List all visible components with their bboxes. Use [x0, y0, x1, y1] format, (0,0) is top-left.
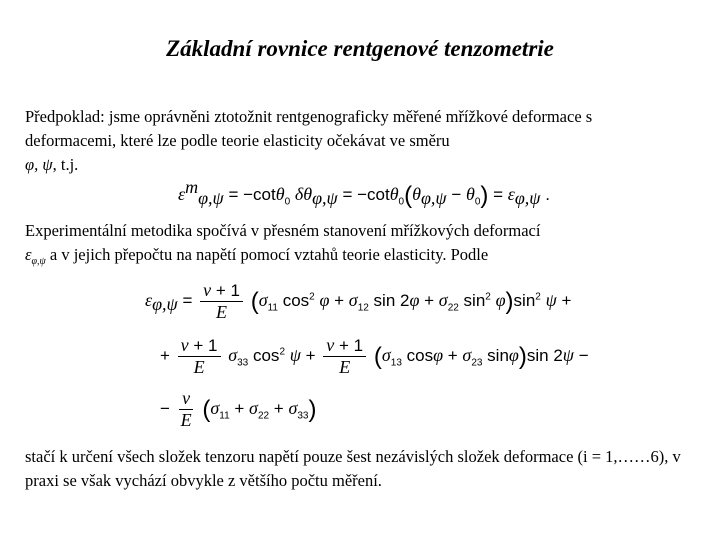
assumption-tail: , t.j. — [52, 155, 79, 174]
method-tail: a v jejich přepočtu na napětí pomocí vztahů teorie elasticity. Podle — [45, 245, 489, 264]
page-title: Základní rovnice rentgenové tenzometrie — [166, 36, 554, 61]
method-symbol: ε — [25, 245, 32, 264]
paragraph-method — [25, 219, 685, 274]
equation-1-text: $\varepsilon^m_{\varphi,\psi} = -\cot\theta_0$ $\delta\theta_{\varphi,\psi} = -\cot\theta_0(\theta_{\varphi,\psi} - \theta_0) = \varepsilon_{\varphi,\psi}$ . — [178, 177, 550, 209]
method-text: Experimentální metodika spočívá v přesném stanovení mřížkových deformací — [25, 221, 541, 240]
fraction-nu-plus-1-over-e: $\frac{\nu + 1}{E}$ — [200, 280, 243, 323]
paragraph-conclusion: stačí k určení všech složek tenzoru napětí pouze šest nezávislých složek deformace (i = 1,……6), v praxi se však vychází obvykle z většího počtu měření. — [25, 447, 681, 490]
assumption-symbols: φ, ψ — [25, 155, 53, 174]
paragraph-assumption — [25, 105, 685, 177]
equation-2-line-3: − $\frac{\nu}{E}$ $(\sigma_{11} + \sigma_{22} + \sigma_{33})$ — [160, 388, 317, 430]
equation-1 — [178, 177, 550, 210]
equation-2-line-1: $\varepsilon_{\varphi,\psi}$ = $\frac{\nu + 1}{E}$ ($\sigma_{11}$ $\cos^2 \varphi + \sigma_{12}$ $\sin 2\varphi + \sigma_{22}$ $\sin^2 \varphi)\sin^2$ ψ + — [145, 280, 572, 322]
method-symbol-sub: φ,ψ — [31, 256, 46, 267]
assumption-text: Předpoklad: jsme oprávněni ztotožnit rentgenograficky měřené mřížkové deformace s deformacemi, které lze podle teorie elasticity očekávat ve směru — [25, 107, 593, 150]
equation-2-line-2: + $\frac{\nu + 1}{E}$ $\sigma_{33}$ $\cos^2 \psi$ + $\frac{\nu + 1}{E}$ ($\sigma_{13}$ $\cos\varphi + \sigma_{23}$ sinφ)sin 2ψ − — [160, 335, 589, 377]
